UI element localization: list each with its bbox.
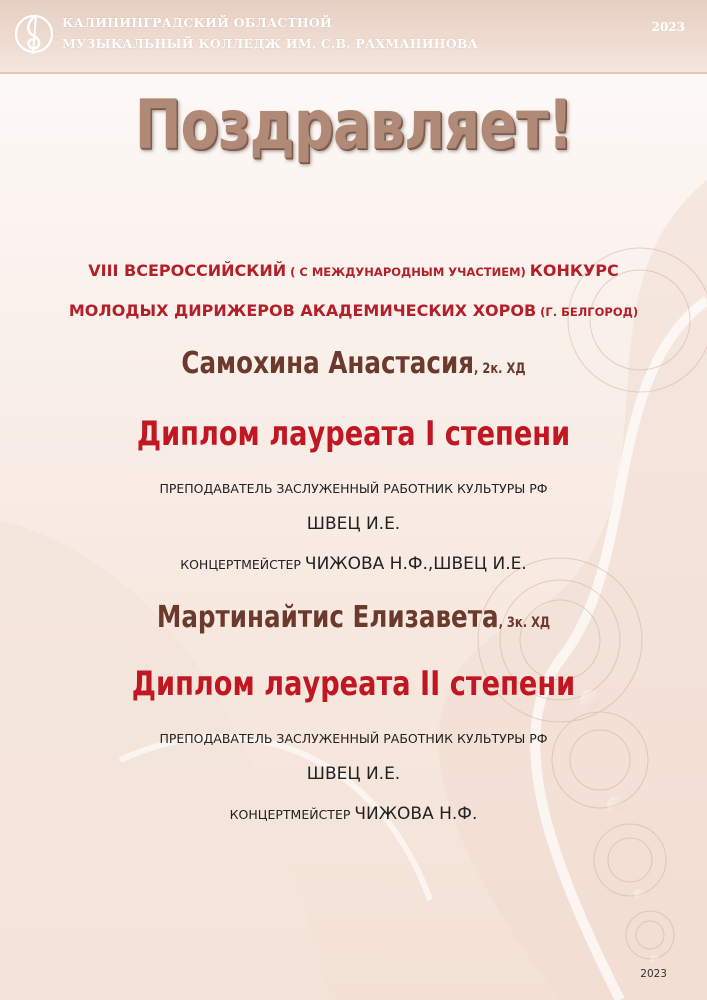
diploma-title: Диплом лауреата I степени xyxy=(136,414,571,454)
contest-participation-note: ( С МЕЖДУНАРОДНЫМ УЧАСТИЕМ) xyxy=(286,265,530,279)
treble-clef-logo-icon xyxy=(14,10,54,58)
diploma-title: Диплом лауреата II степени xyxy=(131,664,576,704)
college-name-line2: МУЗЫКАЛЬНЫЙ КОЛЛЕДЖ ИМ. С.В. РАХМАНИНОВА xyxy=(62,36,478,51)
accompanist-line xyxy=(0,554,707,574)
contest-edition: VIII ВСЕРОССИЙСКИЙ xyxy=(88,261,287,280)
contest-title-line1 xyxy=(0,261,707,280)
page-title: Поздравляет! xyxy=(134,86,573,165)
accompanist-name: ЧИЖОВА Н.Ф. xyxy=(354,804,478,824)
teacher-name: ШВЕЦ И.Е. xyxy=(306,764,401,784)
header-year: 2023 xyxy=(651,20,685,34)
laureate-fullname: Самохина Анастасия xyxy=(181,346,475,381)
accompanist-label: КОНЦЕРТМЕЙСТЕР xyxy=(229,807,355,822)
laureate-course: , 2к. ХД xyxy=(474,361,526,377)
contest-name: МОЛОДЫХ ДИРИЖЕРОВ АКАДЕМИЧЕСКИХ ХОРОВ xyxy=(68,301,537,320)
laureate-fullname: Мартинайтис Елизавета xyxy=(156,600,499,635)
teacher-label: ПРЕПОДАВАТЕЛЬ ЗАСЛУЖЕННЫЙ РАБОТНИК КУЛЬТУРЫ РФ xyxy=(159,481,548,496)
laureate-name xyxy=(64,346,644,381)
accompanist-line xyxy=(0,804,707,824)
footer-year: 2023 xyxy=(640,968,667,980)
college-name xyxy=(62,12,478,54)
contest-city: (Г. БЕЛГОРОД) xyxy=(536,305,639,319)
laureate-course: , 3к. ХД xyxy=(498,615,551,631)
teacher-label: ПРЕПОДАВАТЕЛЬ ЗАСЛУЖЕННЫЙ РАБОТНИК КУЛЬТУРЫ РФ xyxy=(159,731,548,746)
accompanist-name: ЧИЖОВА Н.Ф.,ШВЕЦ И.Е. xyxy=(304,554,527,574)
college-name-line1: КАЛИНИНГРАДСКИЙ ОБЛАСТНОЙ xyxy=(62,15,333,30)
teacher-name: ШВЕЦ И.Е. xyxy=(306,514,401,534)
accompanist-label: КОНЦЕРТМЕЙСТЕР xyxy=(180,557,305,572)
contest-title-line2 xyxy=(0,301,707,320)
contest-word: КОНКУРС xyxy=(529,261,619,280)
laureate-name xyxy=(64,600,644,635)
